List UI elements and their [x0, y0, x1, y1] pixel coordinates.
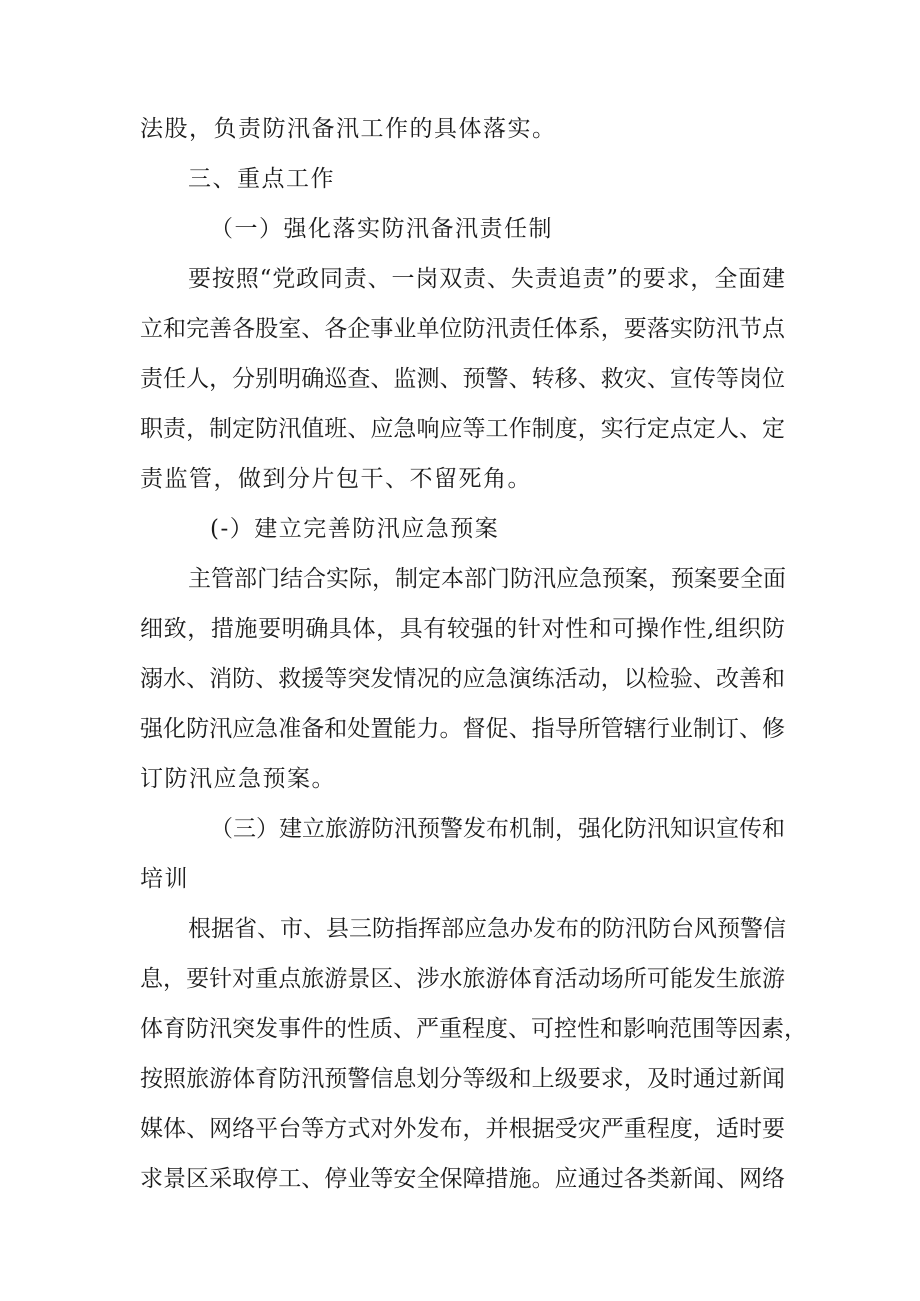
text-line: 按照旅游体育防汛预警信息划分等级和上级要求，及时通过新闻 — [140, 1066, 785, 1092]
text-line: 职责，制定防汛值班、应急响应等工作制度，实行定点定人、定 — [140, 416, 785, 442]
text-line: 细致，措施要明确具体，具有较强的针对性和可操作性,组织防 — [140, 616, 785, 642]
text-line: 溺水、消防、救援等突发情况的应急演练活动，以检验、改善和 — [140, 666, 785, 692]
text-line: 责监管，做到分片包干、不留死角。 — [140, 466, 532, 492]
text-line: 责任人，分别明确巡查、监测、预警、转移、救灾、宣传等岗位 — [140, 366, 785, 392]
text-line: 媒体、网络平台等方式对外发布，并根据受灾严重程度，适时要 — [140, 1116, 785, 1142]
text-line: 强化防汛应急准备和处置能力。督促、指导所管辖行业制订、修 — [140, 716, 785, 742]
subsection-heading: （三）建立旅游防汛预警发布机制，强化防汛知识宣传和 — [210, 816, 785, 842]
text-line: 体育防汛突发事件的性质、严重程度、可控性和影响范围等因素， — [140, 1016, 807, 1042]
text-line: 息，要针对重点旅游景区、涉水旅游体育活动场所可能发生旅游 — [140, 966, 785, 992]
text-line: 求景区采取停工、停业等安全保障措施。应通过各类新闻、网络 — [140, 1166, 785, 1192]
subsection-heading: (-）建立完善防汛应急预案 — [210, 516, 500, 542]
section-heading: 三、重点工作 — [188, 166, 335, 192]
text-line: 订防汛应急预案。 — [140, 766, 336, 792]
text-line: 根据省、市、县三防指挥部应急办发布的防汛防台风预警信 — [188, 916, 786, 942]
text-line: 立和完善各股室、各企事业单位防汛责任体系，要落实防汛节点 — [140, 316, 785, 342]
subsection-heading-continued: 培训 — [140, 866, 189, 892]
text-line: 法股，负责防汛备汛工作的具体落实。 — [140, 116, 557, 142]
text-line: 要按照“党政同责、一岗双责、失责追责”的要求，全面建 — [188, 266, 785, 292]
subsection-heading: （一）强化落实防汛备汛责任制 — [210, 216, 553, 242]
text-line: 主管部门结合实际，制定本部门防汛应急预案，预案要全面 — [188, 566, 786, 592]
